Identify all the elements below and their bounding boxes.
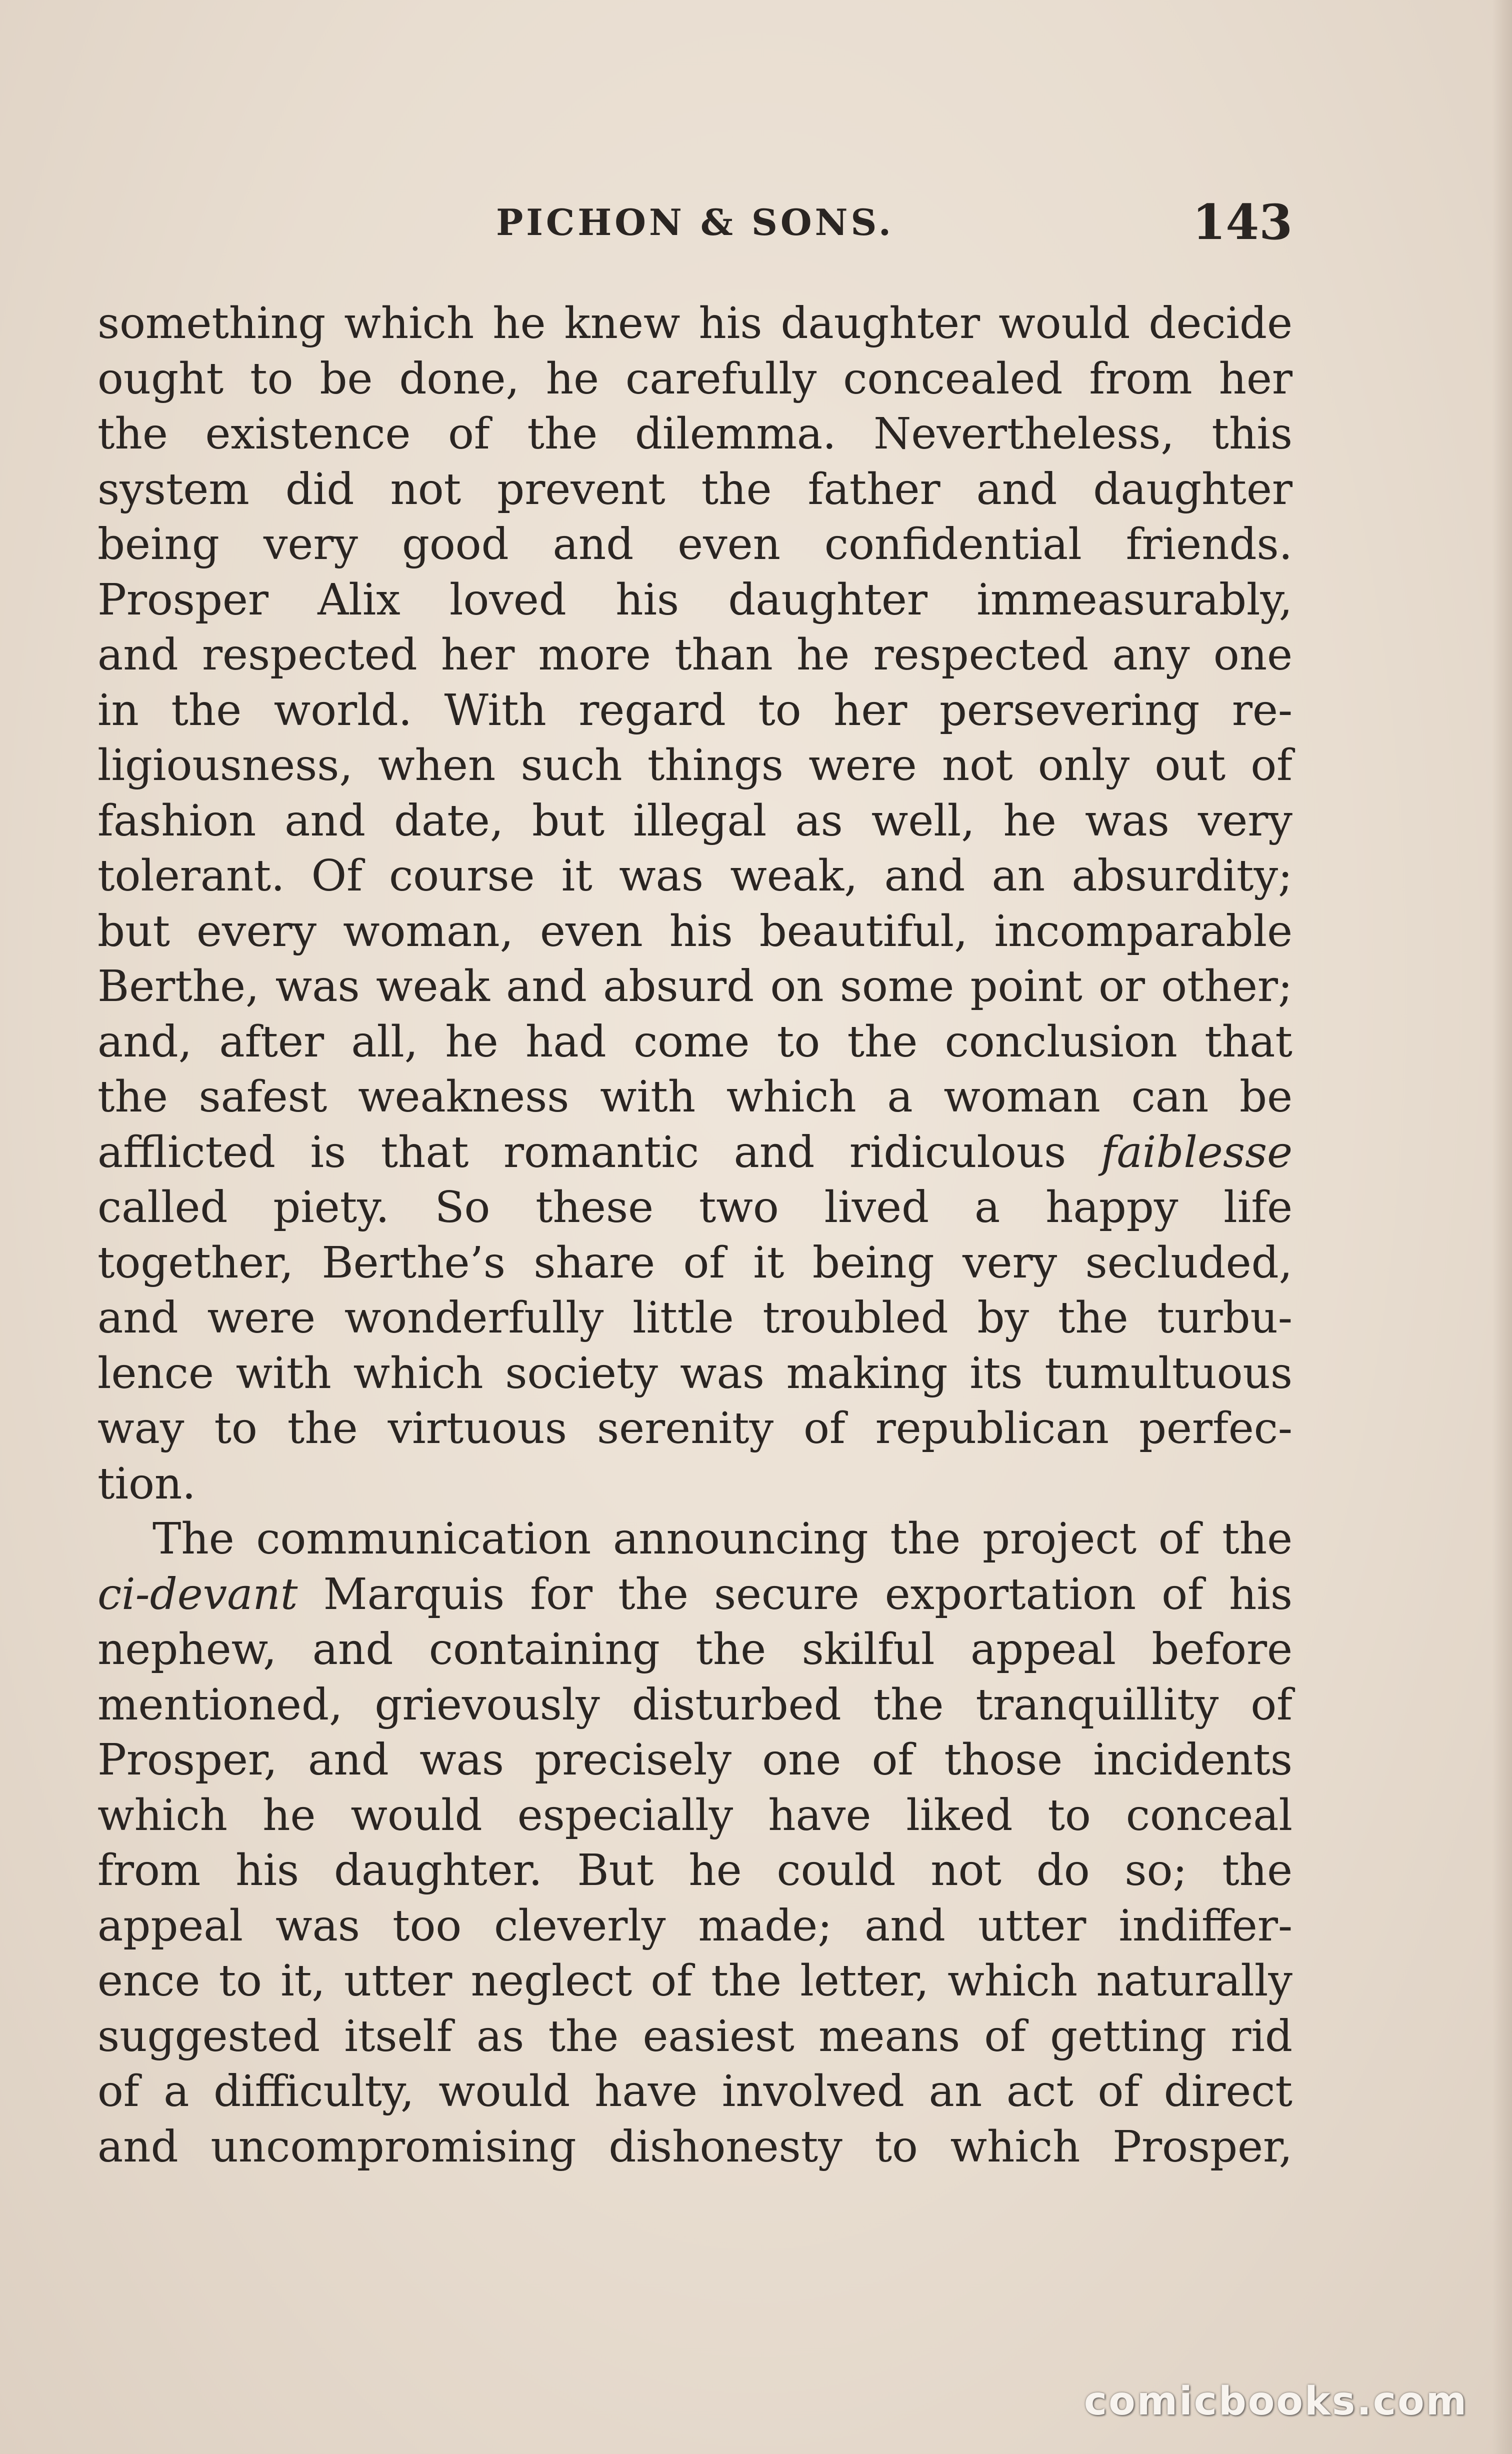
- text-line: Prosper Alix loved his daughter immeasurably,: [98, 574, 1292, 625]
- text-line: of a difficulty, would have involved an act of direct: [98, 2066, 1292, 2116]
- text-line: and were wonderfully little troubled by the turbu-: [98, 1293, 1292, 1343]
- running-title: PICHON & SONS.: [496, 201, 894, 244]
- text-line: called piety. So these two lived a happy life: [98, 1182, 1292, 1232]
- text-line: lence with which society was making its tumultuous: [98, 1348, 1292, 1398]
- italic-term: ci-devant: [98, 1569, 298, 1620]
- text-line-italic-start: [98, 1567, 1292, 1622]
- text-line: being very good and even confidential friends.: [98, 520, 1292, 570]
- text-line: in the world. With regard to her persevering re-: [98, 685, 1292, 736]
- page-edge-shadow: [1492, 0, 1512, 2454]
- text-line-italic-end: [98, 1125, 1292, 1180]
- text-line: system did not prevent the father and daughter: [98, 464, 1292, 514]
- text-line: fashion and date, but illegal as well, he was very: [98, 796, 1292, 846]
- text-line: the safest weakness with which a woman can be: [98, 1072, 1292, 1122]
- text-line: and respected her more than he respected any one: [98, 630, 1292, 680]
- text-line: ought to be done, he carefully concealed from her: [98, 354, 1292, 404]
- page-number: 143: [1192, 194, 1292, 250]
- text-line: which he would especially have liked to conceal: [98, 1790, 1292, 1840]
- text-line: ence to it, utter neglect of the letter, which naturally: [98, 1956, 1292, 2006]
- text-line: something which he knew his daughter would decide: [98, 298, 1292, 348]
- text-line: and uncompromising dishonesty to which Prosper,: [98, 2122, 1292, 2172]
- text-line: mentioned, grievously disturbed the tranquillity of: [98, 1680, 1292, 1730]
- text-line: but every woman, even his beautiful, incomparable: [98, 906, 1292, 956]
- text-line: The communication announcing the project of the: [152, 1514, 1292, 1564]
- text-line: way to the virtuous serenity of republican perfec-: [98, 1404, 1292, 1454]
- text-line: the existence of the dilemma. Nevertheless, this: [98, 409, 1292, 459]
- text-line: Berthe, was weak and absurd on some point or other;: [98, 962, 1292, 1012]
- running-head: [98, 190, 1292, 255]
- text-line: appeal was too cleverly made; and utter indiffer-: [98, 1900, 1292, 1951]
- text-line: tion.: [98, 1458, 196, 1509]
- text-segment: Marquis for the secure exportation of his: [298, 1569, 1292, 1620]
- text-line: from his daughter. But he could not do so; the: [98, 1846, 1292, 1896]
- body-text: [98, 296, 1292, 2174]
- text-line: and, after all, he had come to the conclusion that: [98, 1016, 1292, 1067]
- text-segment: afflicted is that romantic and ridiculous: [98, 1127, 1101, 1178]
- text-line: ligiousness, when such things were not only out of: [98, 740, 1292, 790]
- text-line: together, Berthe’s share of it being very secluded,: [98, 1238, 1292, 1288]
- watermark-text: comicbooks.com: [1084, 2379, 1468, 2424]
- text-line: suggested itself as the easiest means of getting rid: [98, 2011, 1292, 2062]
- text-line: tolerant. Of course it was weak, and an absurdity;: [98, 851, 1292, 901]
- text-line: Prosper, and was precisely one of those incidents: [98, 1735, 1292, 1785]
- text-line: nephew, and containing the skilful appeal before: [98, 1624, 1292, 1674]
- italic-term: faiblesse: [1100, 1127, 1292, 1178]
